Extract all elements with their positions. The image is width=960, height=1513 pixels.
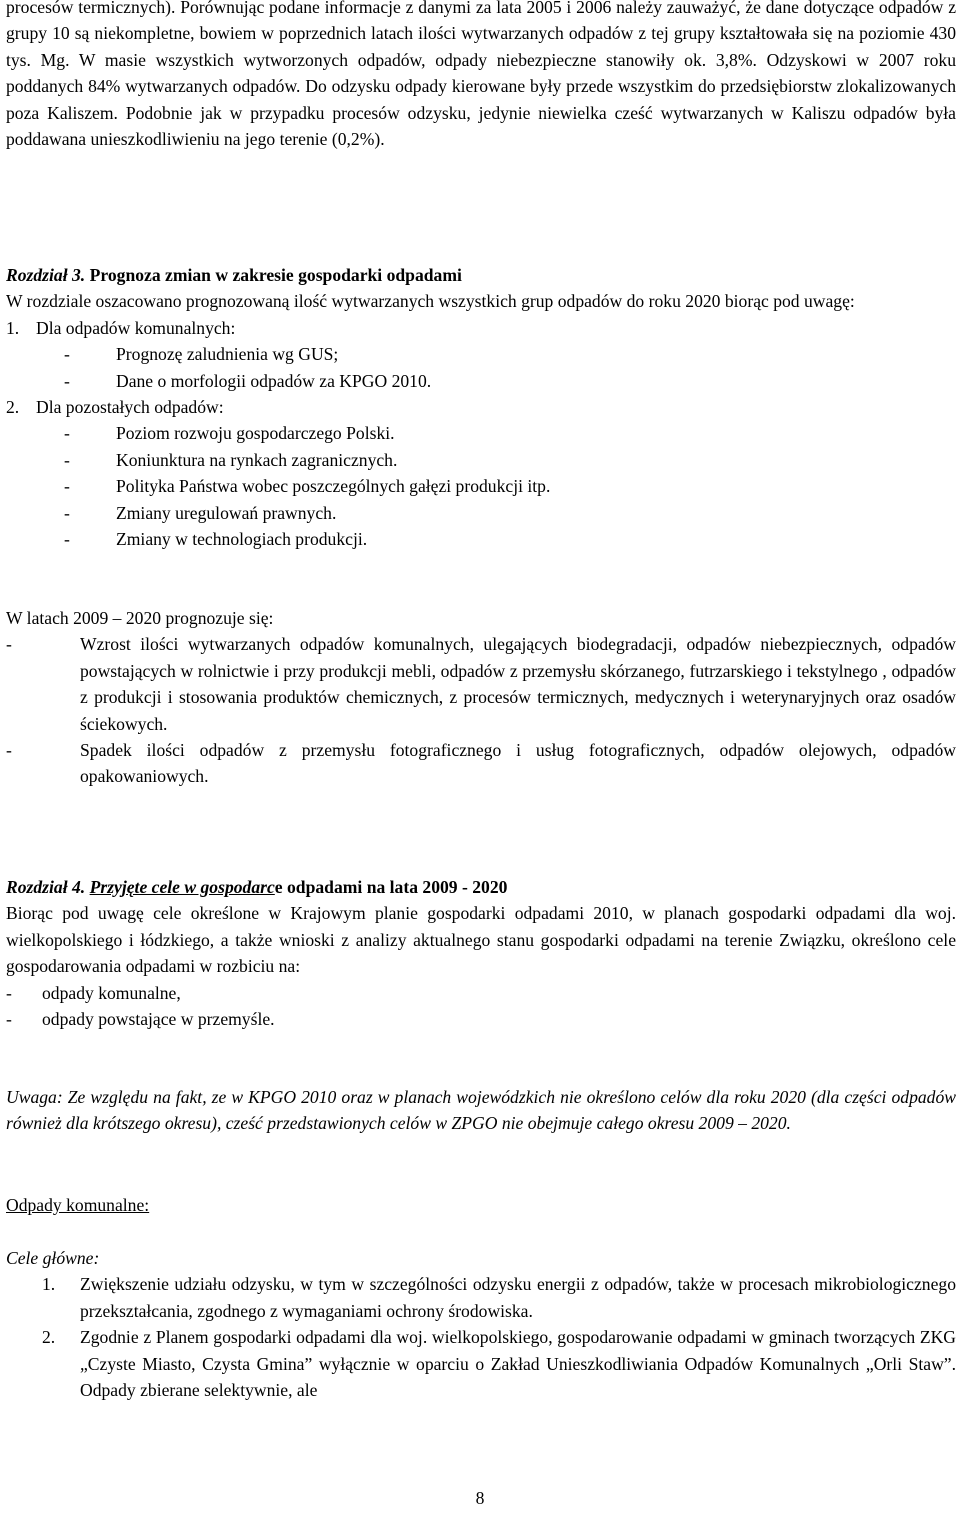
page-number: 8 <box>475 1488 485 1508</box>
forecast-intro: W latach 2009 – 2020 prognozuje się: <box>6 608 274 628</box>
chapter-4-heading <box>6 874 956 900</box>
municipal-heading: Odpady komunalne: <box>6 1195 150 1215</box>
chapter-4 <box>6 874 956 1032</box>
main-goals-list <box>6 1271 956 1403</box>
list-item: - Dane o morfologii odpadów za KPGO 2010. <box>64 370 432 391</box>
group-1-items <box>6 341 956 394</box>
intro-paragraph: procesów termicznych). Porównując podane informacje z danymi za lata 2005 i 2006 należy zauważyć, że dane dotyczące odpadów z grupy 10 są niekompletne, bowiem w poprzednich latach ilości wytwarzanych odpadów z tej grupy kształtowała się na poziomie 430 tys. Mg. W masie wszystkich wytworzonych odpadów, odpady niebezpieczne stanowiły ok. 3,8%. Odzyskowi w 2007 roku poddanych 84% wytwarzanych odpadów. Do odzysku odpady kierowane były przede wszystkim do przedsiębiorstw zlokalizowanych poza Kaliszem. Podobnie jak w przypadku procesów odzysku, jedynie niewielka cześć wytwarzanych w Kaliszu odpadów była poddawana unieszkodliwieniu na jego terenie (0,2%). <box>6 0 956 150</box>
group-1-label: 1. Dla odpadów komunalnych: <box>6 317 236 338</box>
list-item: - Zmiany uregulowań prawnych. <box>64 502 337 523</box>
note-section <box>6 1084 956 1137</box>
chapter-3-heading <box>6 262 956 288</box>
list-item: - Wzrost ilości wytwarzanych odpadów komunalnych, ulegających biodegradacji, odpadów niebezpiecznych, odpadów powstających w rolnictwie i przy produkcji mebli, odpadów z przemysłu skórzanego, futrzarskiego i tekstylnego , odpadów z produkcji i stosowania produktów chemicznych, z procesów termicznych, medycznych i weterynaryjnych oraz osadów ściekowych. <box>6 634 956 734</box>
group-2 <box>6 394 956 420</box>
list-item: 1. Zwiększenie udziału odzysku, w tym w szczególności odzysku energii z odpadów, także w procesach mikrobiologicznego przekształcania, zgodnego z wymaganiami ochrony środowiska. <box>42 1274 956 1321</box>
list-item: - odpady powstające w przemyśle. <box>6 1009 275 1030</box>
list-item: 2. Zgodnie z Planem gospodarki odpadami dla woj. wielkopolskiego, gospodarowanie odpadami w gminach tworzących ZKG „Czyste Miasto, Czysta Gmina” wyłącznie w oparciu o Zakład Unieszkodliwiania Odpadów Komunalnych „Orli Staw”. Odpady zbierane selektywnie, ale <box>42 1327 956 1401</box>
group-1 <box>6 315 956 341</box>
main-goals-heading: Cele główne: <box>6 1248 100 1268</box>
chapter-4-title-rest: e odpadami na lata 2009 - 2020 <box>274 877 508 897</box>
chapter-3-label: Rozdział 3. <box>6 265 86 285</box>
split-list <box>6 980 956 1033</box>
note-paragraph: Uwaga: Ze względu na fakt, ze w KPGO 2010 oraz w planach wojewódzkich nie określono celów dla roku 2020 (dla części odpadów również dla krótszego okresu), cześć przedstawionych celów w ZPGO nie obejmuje całego okresu 2009 – 2020. <box>6 1087 956 1134</box>
chapter-3-title: Prognoza zmian w zakresie gospodarki odpadami <box>89 265 462 285</box>
chapter-4-intro: Biorąc pod uwagę cele określone w Krajowym planie gospodarki odpadami 2010, w planach gospodarki odpadami dla woj. wielkopolskiego i łódzkiego, a także wnioski z analizy aktualnego stanu gospodarki odpadami na terenie Związku, określono cele gospodarowania odpadami w rozbiciu na: <box>6 903 956 977</box>
chapter-3 <box>6 262 956 552</box>
intro-paragraph-block <box>6 0 956 152</box>
list-item: - Prognozę zaludnienia wg GUS; <box>64 344 339 365</box>
chapter-3-intro: W rozdziale oszacowano prognozowaną ilość wytwarzanych wszystkich grup odpadów do roku 2020 biorąc pod uwagę: <box>6 291 855 312</box>
chapter-4-label: Rozdział 4. <box>6 877 86 897</box>
group-2-label: 2. Dla pozostałych odpadów: <box>6 397 224 418</box>
group-2-items <box>6 420 956 552</box>
municipal-section <box>6 1192 956 1218</box>
list-item: - Koniunktura na rynkach zagranicznych. <box>64 449 398 470</box>
list-item: - Poziom rozwoju gospodarczego Polski. <box>64 423 395 444</box>
forecast-list <box>6 631 956 789</box>
list-item: - Polityka Państwa wobec poszczególnych gałęzi produkcji itp. <box>64 476 551 497</box>
list-item: - odpady komunalne, <box>6 982 181 1003</box>
main-goals-section <box>6 1245 956 1403</box>
list-item: - Zmiany w technologiach produkcji. <box>64 529 368 550</box>
chapter-4-title-italic: Przyjęte cele w gospodarc <box>89 877 275 897</box>
forecast-section <box>6 605 956 790</box>
list-item: - Spadek ilości odpadów z przemysłu fotograficznego i usług fotograficznych, odpadów olejowych, odpadów opakowaniowych. <box>6 740 956 787</box>
